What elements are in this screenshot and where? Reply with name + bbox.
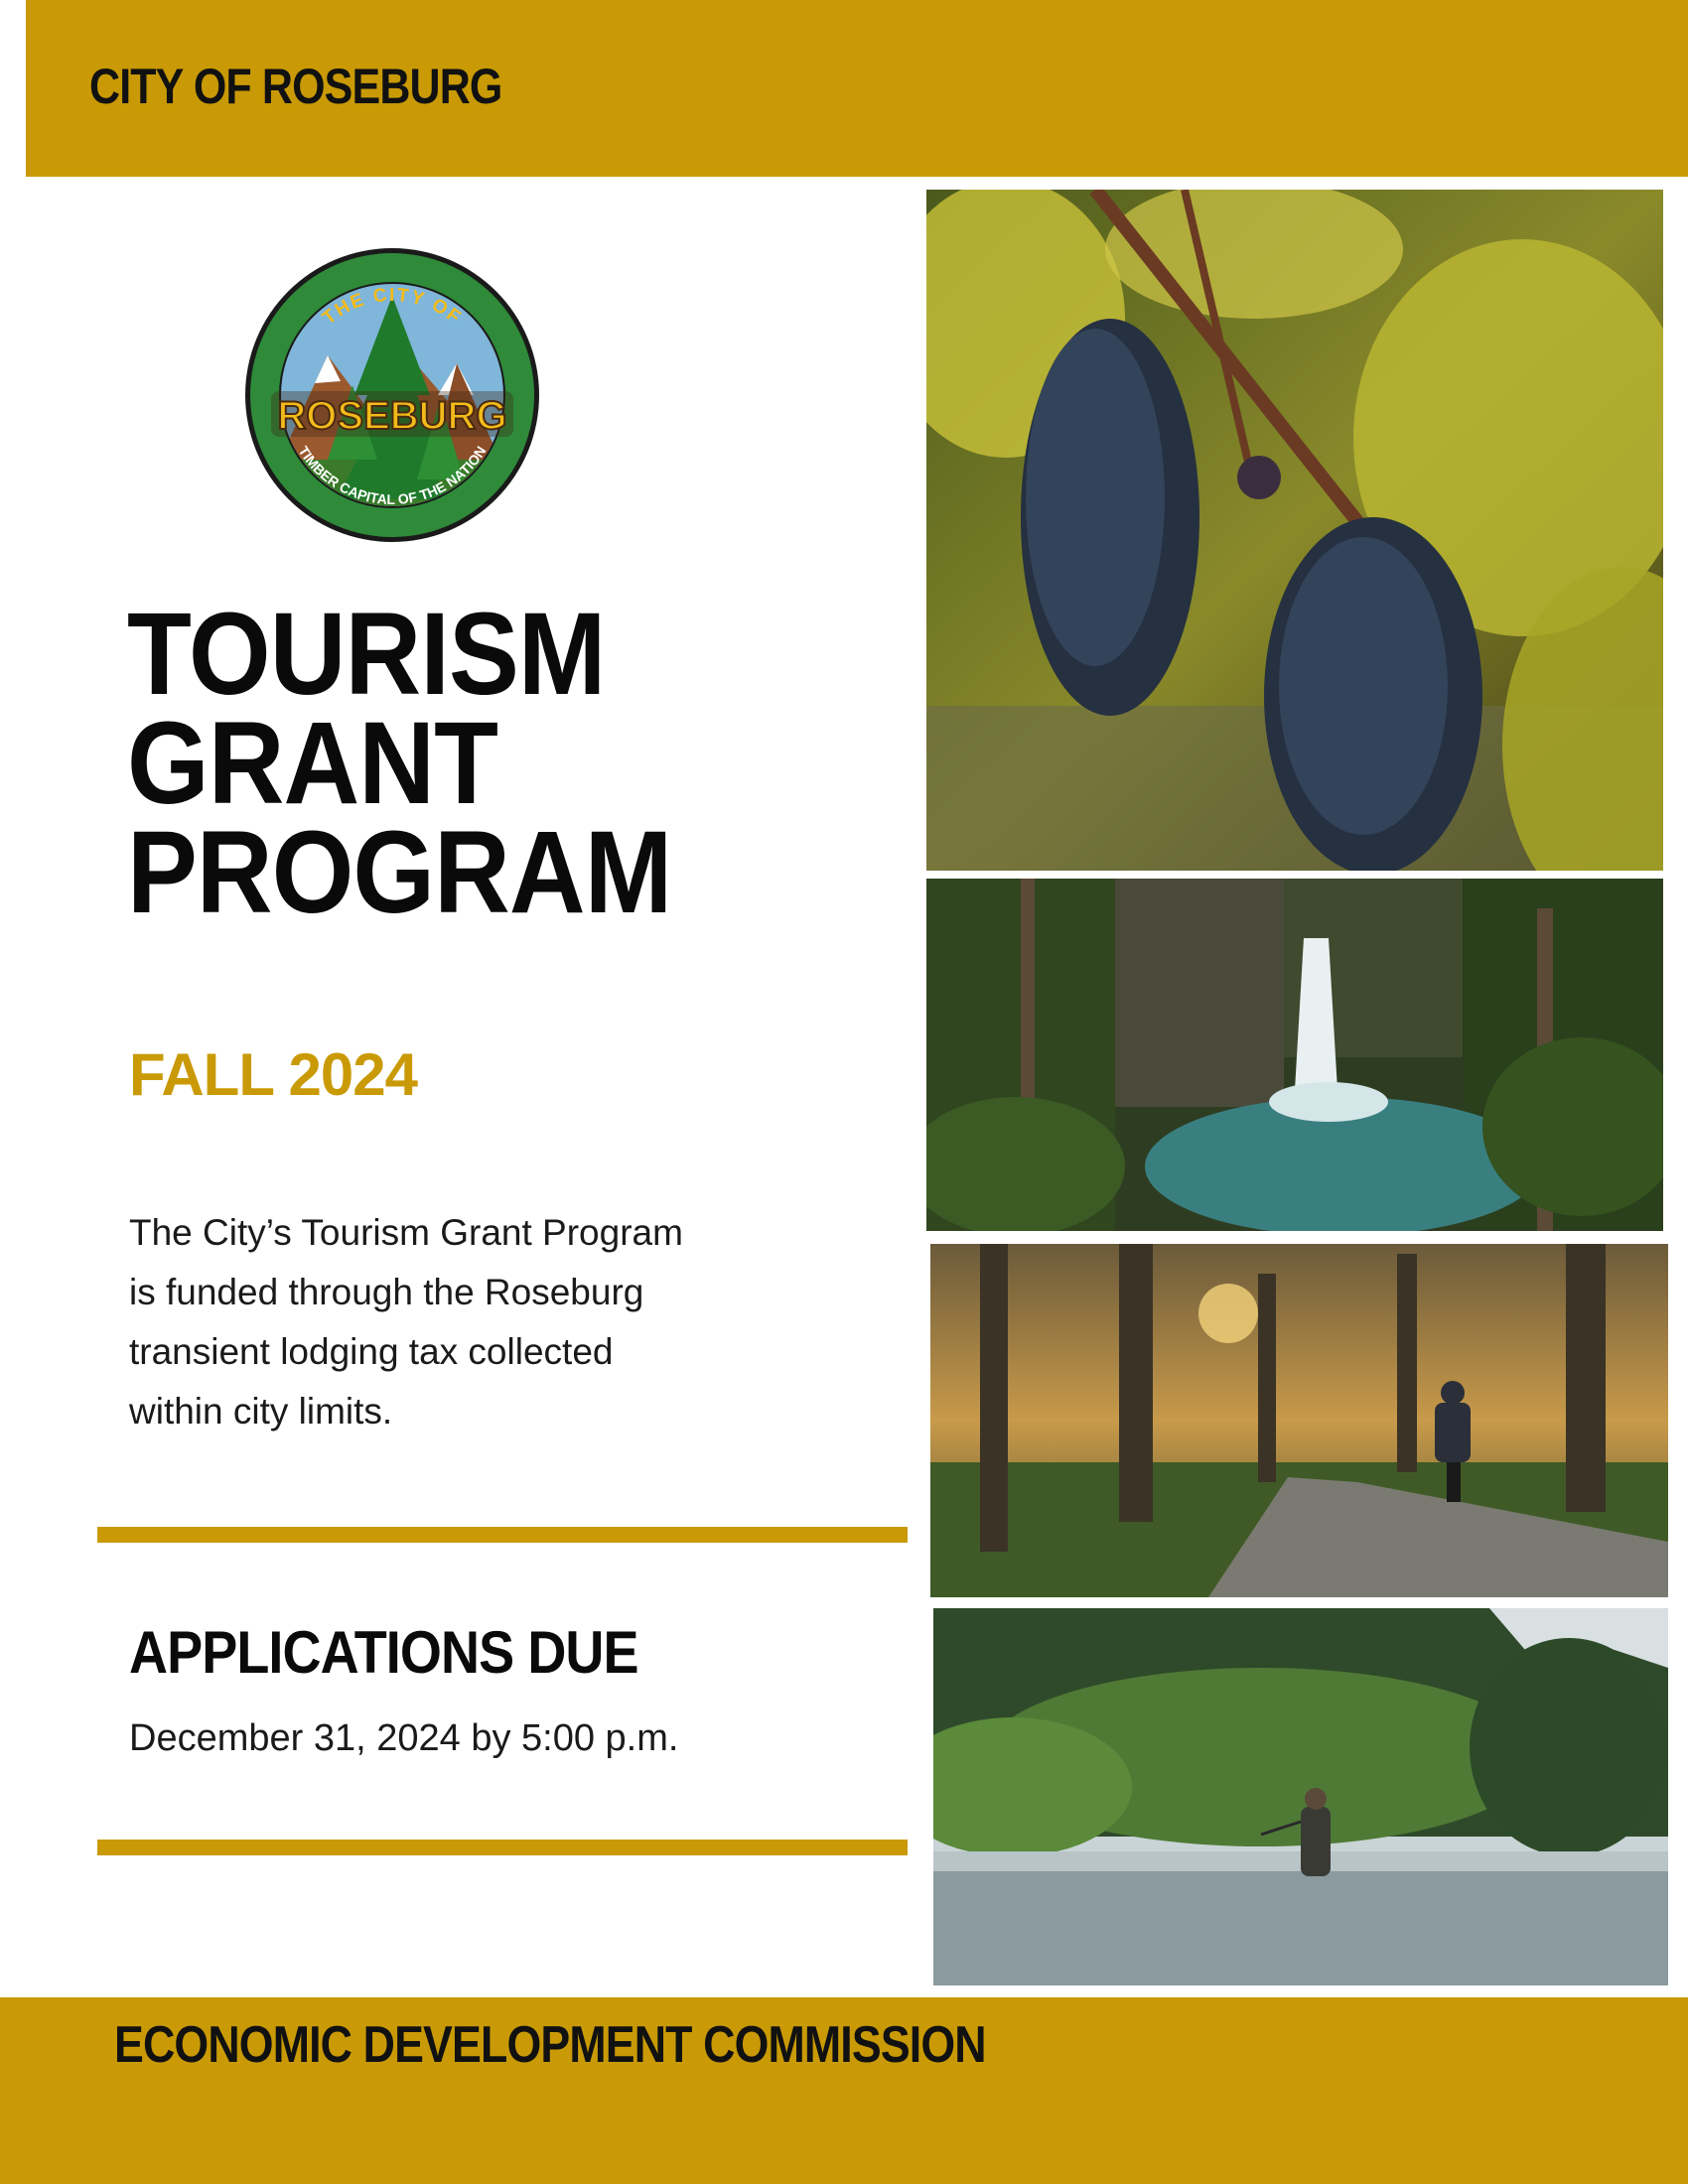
divider-top xyxy=(97,1527,908,1543)
applications-due-heading: APPLICATIONS DUE xyxy=(129,1619,638,1686)
svg-text:THE CITY OF: THE CITY OF xyxy=(319,284,466,330)
description-line: transient lodging tax collected xyxy=(129,1331,614,1372)
title-line-1: TOURISM xyxy=(127,589,606,720)
description-line: The City’s Tourism Grant Program xyxy=(129,1212,683,1253)
page-title xyxy=(127,589,732,938)
season-label: FALL 2024 xyxy=(129,1041,418,1108)
city-seal-logo xyxy=(243,246,541,544)
applications-due-date: December 31, 2024 by 5:00 p.m. xyxy=(129,1717,679,1759)
organization-name: CITY OF ROSEBURG xyxy=(89,59,502,114)
river-fishing-photo xyxy=(933,1608,1668,1985)
program-description xyxy=(129,1203,765,1441)
divider-bottom xyxy=(97,1840,908,1855)
grapes-photo xyxy=(926,190,1663,871)
svg-text:TIMBER CAPITAL OF THE NATION: TIMBER CAPITAL OF THE NATION xyxy=(295,443,490,508)
svg-text:ROSEBURG: ROSEBURG xyxy=(277,394,507,438)
description-line: is funded through the Roseburg xyxy=(129,1272,644,1312)
forest-road-photo xyxy=(930,1244,1668,1597)
title-line-2: GRANT xyxy=(127,698,498,829)
commission-name: ECONOMIC DEVELOPMENT COMMISSION xyxy=(114,2016,986,2074)
waterfall-photo xyxy=(926,879,1663,1231)
title-line-3: PROGRAM xyxy=(127,807,672,938)
description-line: within city limits. xyxy=(129,1391,393,1432)
